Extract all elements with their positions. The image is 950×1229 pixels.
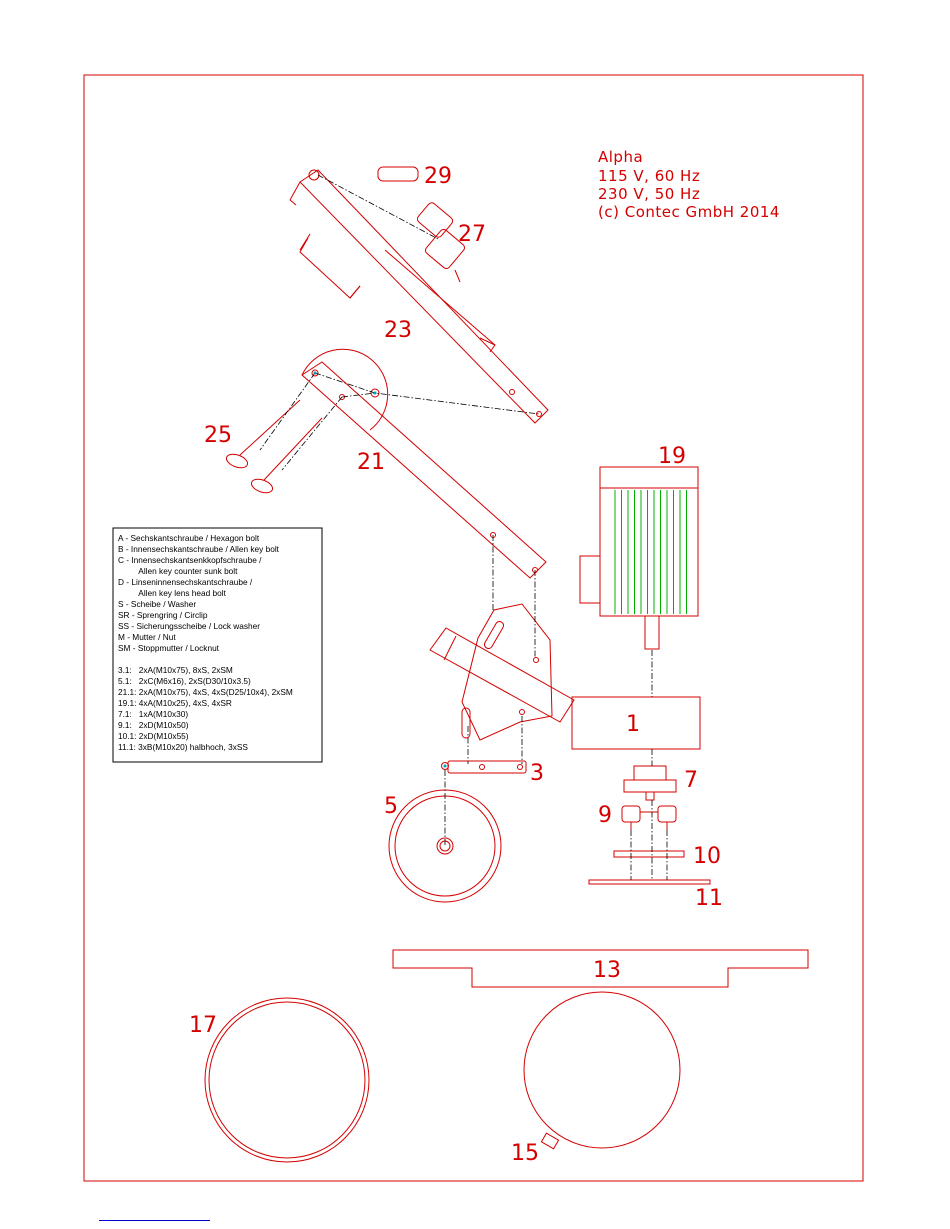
legend-kit-19-1: 19.1: 4xA(M10x25), 4xS, 4xSR <box>118 698 232 708</box>
bracket-plate <box>430 604 574 740</box>
part-7-coupling <box>624 766 676 800</box>
page-link-underline[interactable] <box>99 1220 210 1221</box>
title-copyright: (c) Contec GmbH 2014 <box>598 203 780 221</box>
label-part-7: 7 <box>684 768 698 793</box>
label-part-10: 10 <box>693 844 721 869</box>
label-part-11: 11 <box>695 886 723 911</box>
label-part-15: 15 <box>511 1141 539 1166</box>
part-23-handle-bar <box>290 170 548 423</box>
legend-line-sm: SM - Stoppmutter / Locknut <box>118 643 219 653</box>
legend-kit-21-1: 21.1: 2xA(M10x75), 4xS, 4xS(D25/10x4), 2xSM <box>118 687 293 697</box>
part-17-ring <box>205 998 369 1162</box>
part-10-plate <box>614 851 684 857</box>
legend-kit-3-1: 3.1: 2xA(M10x75), 8xS, 2xSM <box>118 665 233 675</box>
label-part-13: 13 <box>593 958 621 983</box>
label-part-27: 27 <box>458 222 486 247</box>
title-voltage-230: 230 V, 50 Hz <box>598 185 701 203</box>
title-product: Alpha <box>598 148 644 166</box>
legend-kit-11-1: 11.1: 3xB(M10x20) halbhoch, 3xSS <box>118 742 248 752</box>
legend-line-c2: Allen key counter sunk bolt <box>118 566 238 576</box>
part-25-knobs <box>225 400 322 495</box>
legend-kit-7-1: 7.1: 1xA(M10x30) <box>118 709 189 719</box>
fastener-highlights <box>314 372 447 768</box>
legend-line-c: C - Innensechskantsenkkopfschraube / <box>118 555 262 565</box>
label-part-29: 29 <box>424 164 452 189</box>
label-part-5: 5 <box>384 794 398 819</box>
label-part-9: 9 <box>598 803 612 828</box>
label-part-1: 1 <box>626 712 640 737</box>
part-21-hub-arm <box>302 349 546 578</box>
legend-line-b: B - Innensechskantschraube / Allen key bolt <box>118 544 279 554</box>
title-voltage-115: 115 V, 60 Hz <box>598 167 701 185</box>
label-part-19: 19 <box>658 444 686 469</box>
legend-kit-5-1: 5.1: 2xC(M6x16), 2xS(D30/10x3.5) <box>118 676 251 686</box>
label-part-17: 17 <box>189 1013 217 1038</box>
legend-line-m: M - Mutter / Nut <box>118 632 176 642</box>
legend-line-d: D - Linseninnensechskantschraube / <box>118 577 253 587</box>
label-part-23: 23 <box>384 318 412 343</box>
part-9-rollers <box>622 806 676 830</box>
part-3-link <box>442 761 527 773</box>
part-15-clamp-ring <box>524 992 680 1149</box>
label-part-25: 25 <box>204 423 232 448</box>
legend-line-ss: SS - Sicherungsscheibe / Lock washer <box>118 621 261 631</box>
legend-line-a: A - Sechskantschraube / Hexagon bolt <box>118 533 260 543</box>
part-11-base-plate <box>589 880 710 884</box>
fastener-legend <box>113 528 322 762</box>
legend-line-s: S - Scheibe / Washer <box>118 599 197 609</box>
title-block <box>598 148 780 221</box>
legend-line-d2: Allen key lens head bolt <box>118 588 226 598</box>
label-part-21: 21 <box>357 450 385 475</box>
label-part-3: 3 <box>530 761 544 786</box>
legend-kit-9-1: 9.1: 2xD(M10x50) <box>118 720 189 730</box>
part-29-pin <box>378 167 418 181</box>
legend-line-sr: SR - Sprengring / Circlip <box>118 610 208 620</box>
motor-fins <box>615 490 687 614</box>
legend-kit-10-1: 10.1: 2xD(M10x55) <box>118 731 189 741</box>
